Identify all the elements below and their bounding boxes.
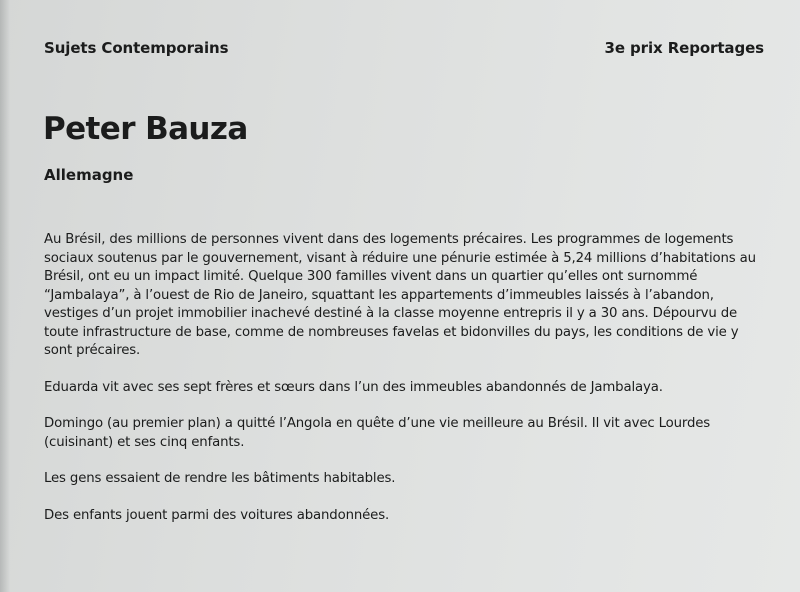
caption-paragraph-1: Eduarda vit avec ses sept frères et sœurs dans l’un des immeubles abandonnés de Jambalaya. — [44, 379, 663, 395]
caption-paragraph-2: Domingo (au premier plan) a quitté l’Angola en quête d’une vie meilleure au Brésil. Il vit avec Lourdes (cuisinant) et ses cinq enfants. — [44, 416, 711, 450]
caption-paragraph-3: Les gens essaient de rendre les bâtiments habitables. — [44, 471, 396, 486]
artist-country: Allemagne — [44, 166, 134, 184]
artist-name: Peter Bauza — [43, 111, 248, 147]
card-edge-shadow — [0, 0, 10, 592]
intro-paragraph: Au Brésil, des millions de personnes vivent dans des logements précaires. Les programmes de logements sociaux soutenus par le gouvernement, visant à réduire une pénurie estimée à 5,24 millions d’habitations au Brésil, ont eu un impact limité. Quelque 300 familles vivent dans un quartier qu’elles ont surnommé “Jambalaya”, à l’ouest de Rio de Janeiro, squattant les appartements d’immeubles laissés à l’abandon, vestiges d’un projet immobilier inachevé destiné à la classe moyenne entrepris il y a 30 ans. Dépourvu de toute infrastructure de base, comme de nombreuses favelas et bidonvilles du pays, les conditions de vie y sont précaires. — [44, 232, 756, 358]
label-header — [44, 39, 764, 57]
award-label: 3e prix Reportages — [604, 39, 764, 57]
description-text — [44, 231, 770, 543]
category-label: Sujets Contemporains — [44, 39, 229, 57]
caption-paragraph-4: Des enfants jouent parmi des voitures abandonnées. — [44, 507, 390, 523]
